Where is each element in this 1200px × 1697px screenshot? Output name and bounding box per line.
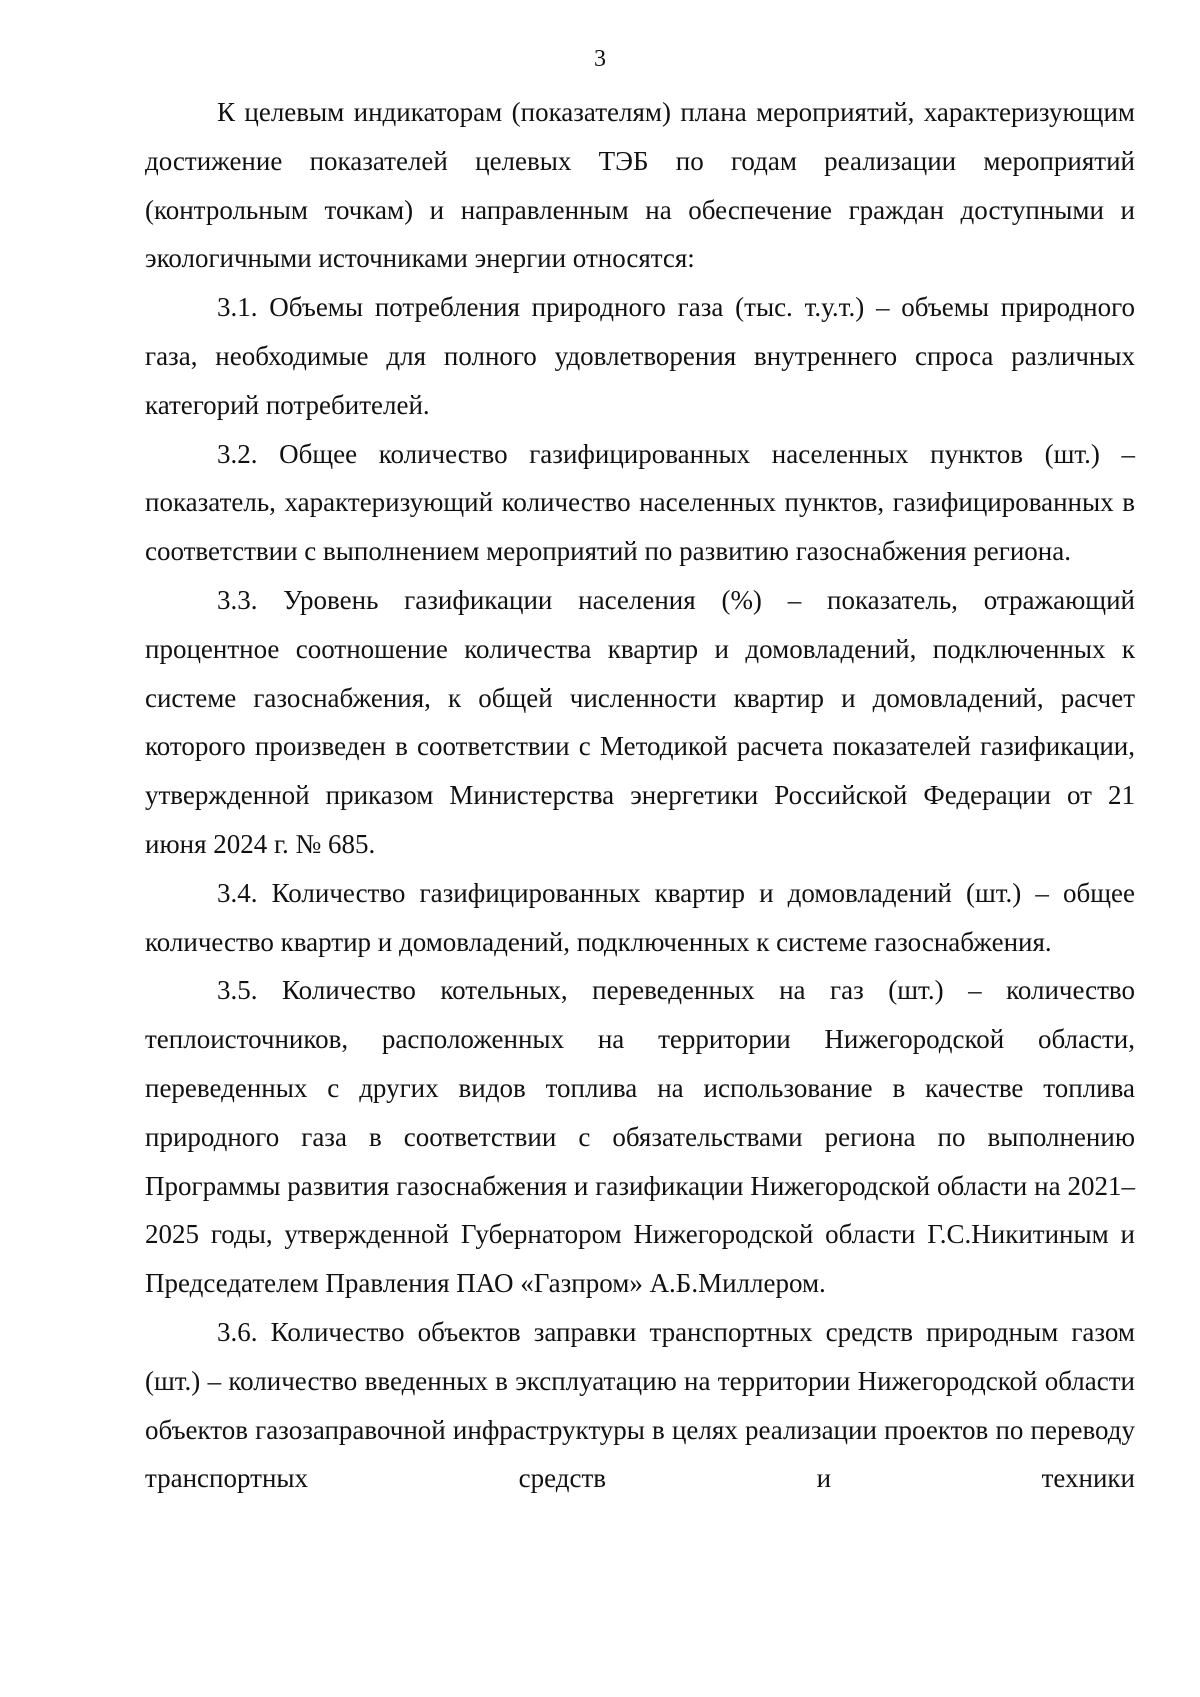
paragraph-3-1: 3.1. Объемы потребления природного газа (тыс. т.у.т.) – объемы природного газа, необходимые для полного удовлетворения внутреннего спроса различных категорий потребителей.: [145, 292, 1135, 420]
document-body: [145, 88, 1135, 1503]
paragraph-3-5: 3.5. Количество котельных, переведенных на газ (шт.) – количество теплоисточников, расположенных на территории Нижегородской области, переведенных с других видов топлива на использование в качестве топлива природного газа в соответствии с обязательствами региона по выполнению Программы развития газоснабжения и газификации Нижегородской области на 2021–2025 годы, утвержденной Губернатором Нижегородской области Г.С.Никитиным и Председателем Правления ПАО «Газпром» А.Б.Миллером.: [145, 975, 1135, 1299]
page-number: 3: [594, 46, 606, 72]
paragraph-3-2: 3.2. Общее количество газифицированных населенных пунктов (шт.) – показатель, характеризующий количество населенных пунктов, газифицированных в соответствии с выполнением мероприятий по развитию газоснабжения региона.: [145, 438, 1135, 567]
paragraph-3-6: 3.6. Количество объектов заправки транспортных средств природным газом (шт.) – количество введенных в эксплуатацию на территории Нижегородской области объектов газозаправочной инфраструктуры в целях реализации проектов по переводу транспортных средств и техники: [145, 1316, 1135, 1494]
paragraph-3-4: 3.4. Количество газифицированных квартир и домовладений (шт.) – общее количество квартир и домовладений, подключенных к системе газоснабжения.: [145, 877, 1135, 957]
paragraph-intro: К целевым индикаторам (показателям) плана мероприятий, характеризующим достижение показателей целевых ТЭБ по годам реализации мероприятий (контрольным точкам) и направленным на обеспечение граждан доступными и экологичными источниками энергии относятся:: [145, 97, 1135, 274]
paragraph-3-3: 3.3. Уровень газификации населения (%) – показатель, отражающий процентное соотношение количества квартир и домовладений, подключенных к системе газоснабжения, к общей численности квартир и домовладений, расчет которого произведен в соответствии с Методикой расчета показателей газификации, утвержденной приказом Министерства энергетики Российской Федерации от 21 июня 2024 г. № 685.: [145, 584, 1135, 859]
